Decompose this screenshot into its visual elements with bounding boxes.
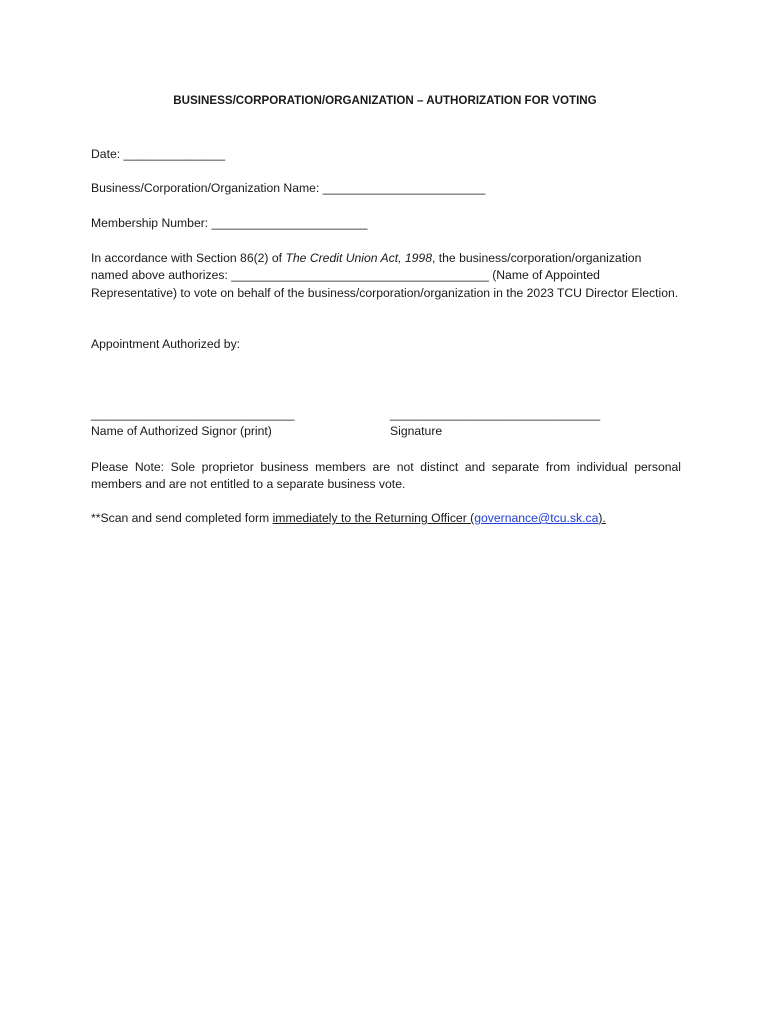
scan-suffix: ).	[598, 511, 606, 525]
form-title: BUSINESS/CORPORATION/ORGANIZATION – AUTHORIZATION FOR VOTING	[173, 94, 597, 107]
membership-number-line: Membership Number: _______________________	[91, 216, 368, 230]
scan-prefix: **Scan and send completed form	[91, 511, 273, 525]
signature-block	[390, 406, 600, 440]
signor-block	[91, 406, 294, 440]
appointment-label: Appointment Authorized by:	[91, 337, 241, 351]
authorization-text-end: , the business/corporation/organization named above authorizes: ______________________________________ (Name of Appointed Representative) to vote on behalf of the business/corporation/organization in the 2023 TCU Director Election.	[91, 251, 679, 300]
date-line: Date: _______________	[91, 147, 226, 161]
authorization-text-start: In accordance with Section 86(2) of	[91, 251, 286, 265]
please-note-paragraph: Please Note: Sole proprietor business members are not distinct and separate from individual personal members and are not entitled to a separate business vote.	[91, 460, 681, 492]
scan-returning-officer: immediately to the Returning Officer (	[272, 511, 475, 525]
business-name-line: Business/Corporation/Organization Name: ________________________	[91, 181, 486, 195]
signature-line: _______________________________	[390, 407, 601, 421]
scan-instruction	[91, 510, 606, 527]
signature-label: Signature	[390, 424, 443, 438]
governance-email-link[interactable]: governance@tcu.sk.ca	[474, 511, 599, 525]
act-name: The Credit Union Act, 1998	[285, 251, 432, 265]
signor-line: ______________________________	[91, 407, 295, 421]
authorization-paragraph	[91, 250, 681, 302]
signor-label: Name of Authorized Signor (print)	[91, 424, 272, 438]
